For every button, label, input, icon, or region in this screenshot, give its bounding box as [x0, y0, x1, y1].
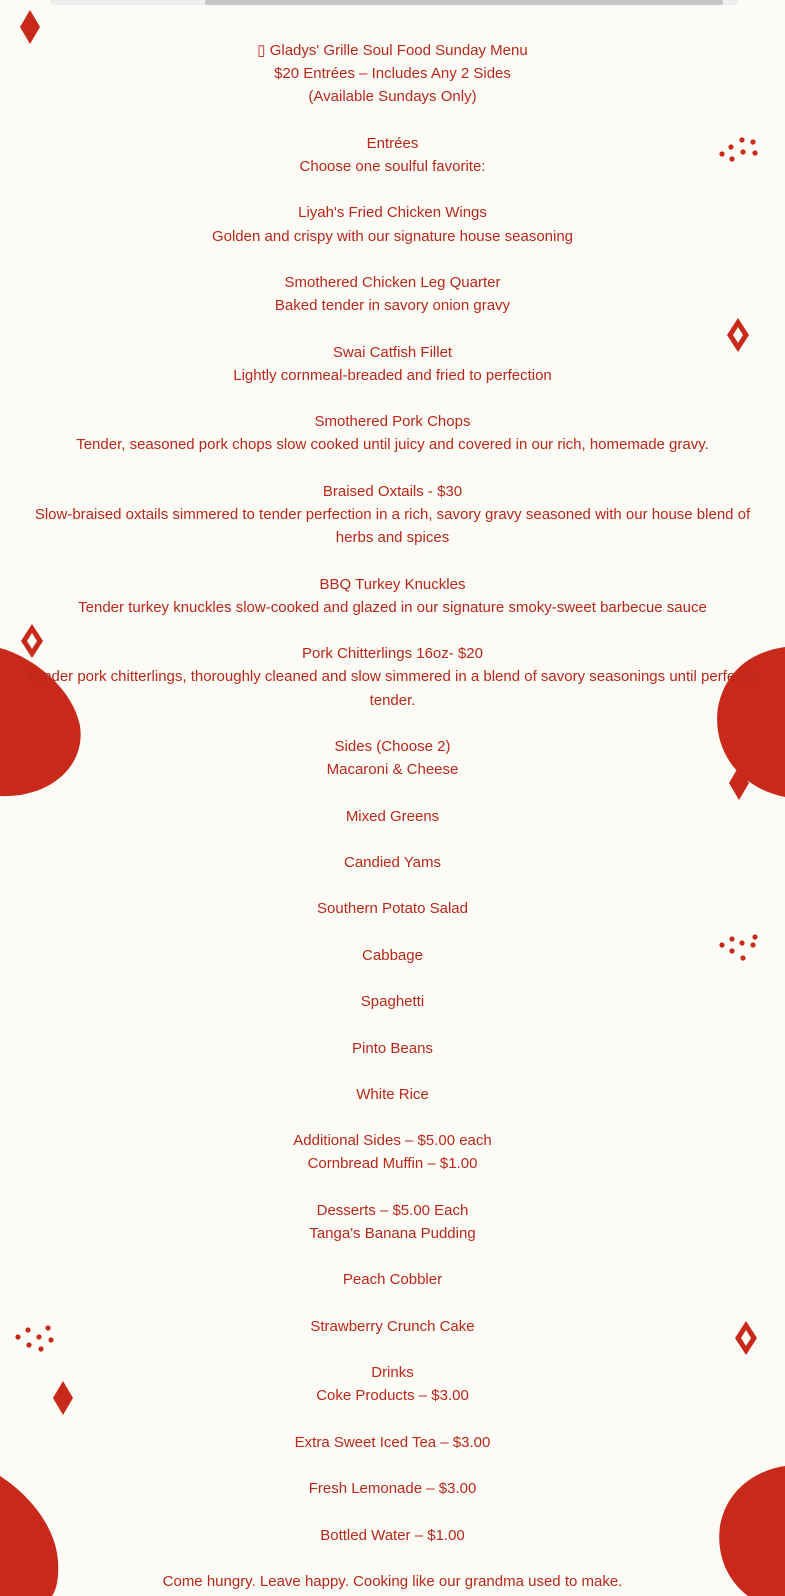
entree-name: BBQ Turkey Knuckles — [319, 575, 466, 593]
menu-title: ▯ Gladys' Grille Soul Food Sunday Menu — [257, 42, 528, 59]
entree-description: Baked tender in savory onion gravy — [274, 297, 511, 315]
additional-side-item: Cornbread Muffin – $1.00 — [307, 1155, 478, 1173]
side-item: Cabbage — [362, 946, 423, 964]
entree-description: Tender, seasoned pork chops slow cooked until juicy and covered in our rich, homemade gravy. — [76, 436, 709, 454]
availability-note: (Available Sundays Only) — [308, 88, 477, 106]
side-item: Mixed Greens — [345, 807, 440, 825]
footer-tagline: Come hungry. Leave happy. Cooking like our grandma used to make. — [162, 1573, 623, 1591]
entree-description: Tender pork chitterlings, thoroughly cleaned and slow simmered in a blend of savory seasonings until perfectly tender. — [27, 668, 758, 709]
entree-description: Slow-braised oxtails simmered to tender perfection in a rich, savory gravy seasoned with our house blend of herbs and spices — [34, 505, 751, 547]
side-item: Macaroni & Cheese — [326, 761, 459, 779]
entree-description: Tender turkey knuckles slow-cooked and glazed in our signature smoky-sweet barbecue sauce — [78, 598, 707, 616]
side-item: Pinto Beans — [352, 1039, 433, 1057]
dessert-item: Strawberry Crunch Cake — [310, 1317, 475, 1335]
sides-heading: Sides (Choose 2) — [334, 737, 451, 755]
horizontal-scrollbar[interactable] — [50, 0, 738, 5]
entrees-intro: Choose one soulful favorite: — [299, 158, 486, 175]
side-item: Candied Yams — [343, 853, 441, 871]
entree-name: Smothered Chicken Leg Quarter — [284, 273, 501, 291]
side-item: White Rice — [356, 1085, 429, 1103]
entree-name: Smothered Pork Chops — [314, 413, 471, 431]
drink-item: Fresh Lemonade – $3.00 — [308, 1480, 477, 1498]
emoji-placeholder-icon: ▯ — [257, 42, 270, 59]
dessert-item: Tanga's Banana Pudding — [309, 1225, 476, 1243]
entrees-heading: Entrées — [366, 134, 419, 152]
drinks-heading: Drinks — [371, 1364, 414, 1382]
scrollbar-thumb[interactable] — [205, 0, 723, 5]
drink-item: Coke Products – $3.00 — [316, 1387, 469, 1405]
side-item: Southern Potato Salad — [317, 900, 468, 918]
desserts-heading: Desserts – $5.00 Each — [316, 1201, 469, 1219]
entree-description: Lightly cornmeal-breaded and fried to perfection — [233, 366, 552, 384]
price-line: $20 Entrées – Includes Any 2 Sides — [274, 65, 511, 83]
additional-sides-heading: Additional Sides – $5.00 each — [293, 1132, 492, 1150]
entree-description: Golden and crispy with our signature house seasoning — [211, 227, 574, 245]
entree-name: Braised Oxtails - $30 — [322, 482, 463, 500]
drink-item: Bottled Water – $1.00 — [320, 1526, 465, 1544]
drink-item: Extra Sweet Iced Tea – $3.00 — [294, 1433, 491, 1451]
side-item: Spaghetti — [360, 993, 425, 1011]
menu-document — [0, 39, 785, 1593]
entree-name: Swai Catfish Fillet — [332, 343, 453, 361]
dessert-item: Peach Cobbler — [342, 1271, 443, 1289]
entree-name: Liyah's Fried Chicken Wings — [298, 204, 487, 222]
entree-name: Pork Chitterlings 16oz- $20 — [302, 645, 483, 663]
